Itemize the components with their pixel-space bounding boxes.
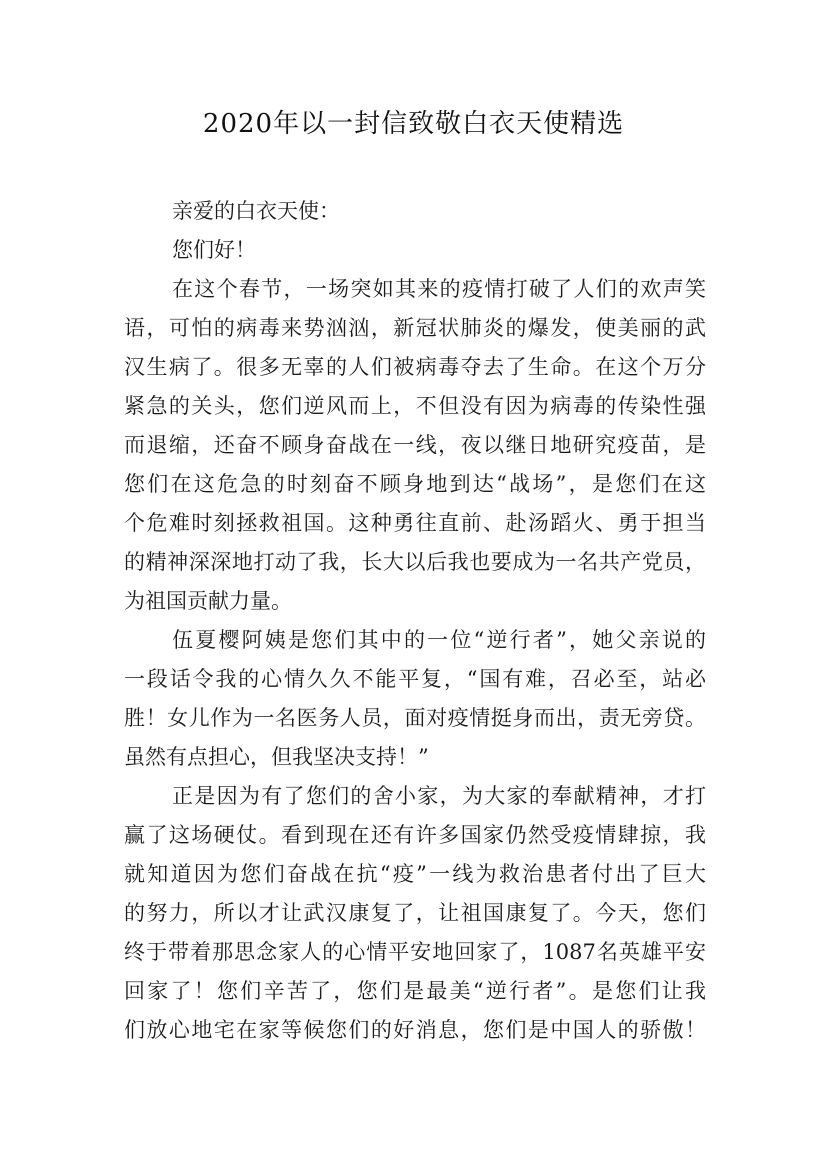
text-line: 亲爱的白衣天使： (172, 199, 340, 223)
document-title: 2020年以一封信致敬白衣天使精选 (202, 109, 625, 139)
text-line: 语，可怕的病毒来势汹汹，新冠状肺炎的爆发，使美丽的武 (124, 316, 706, 340)
text-line: 赢了这场硬仗。看到现在还有许多国家仍然受疫情肆掠，我 (124, 823, 706, 847)
text-line: 们放心地宅在家等候您们的好消息，您们是中国人的骄傲！ (124, 1018, 706, 1042)
text-line: 个危难时刻拯救祖国。这种勇往直前、赴汤蹈火、勇于担当 (124, 511, 706, 535)
text-line: 而退缩，还奋不顾身奋战在一线，夜以继日地研究疫苗，是 (124, 433, 706, 457)
text-line: 的精神深深地打动了我，长大以后我也要成为一名共产党员， (124, 550, 706, 574)
text-line: 您们好！ (172, 238, 256, 262)
text-line: 您们在这危急的时刻奋不顾身地到达“战场”，是您们在这 (124, 472, 706, 496)
text-line: 回家了！您们辛苦了，您们是最美“逆行者”。是您们让我 (124, 979, 706, 1003)
text-line: 在这个春节，一场突如其来的疫情打破了人们的欢声笑 (172, 277, 706, 301)
text-line: 的努力，所以才让武汉康复了，让祖国康复了。今天，您们 (124, 901, 706, 925)
text-line: 终于带着那思念家人的心情平安地回家了，1087名英雄平安 (124, 940, 706, 964)
text-line: 汉生病了。很多无辜的人们被病毒夺去了生命。在这个万分 (124, 355, 706, 379)
text-line: 伍夏樱阿姨是您们其中的一位“逆行者”，她父亲说的 (172, 628, 706, 652)
letter-body (124, 192, 706, 1050)
text-line: 正是因为有了您们的舍小家，为大家的奉献精神，才打 (172, 784, 706, 808)
text-line: 虽然有点担心，但我坚决支持！” (124, 745, 429, 769)
text-line: 就知道因为您们奋战在抗“疫”一线为救治患者付出了巨大 (124, 862, 706, 886)
text-line: 紧急的关头，您们逆风而上，不但没有因为病毒的传染性强 (124, 394, 706, 418)
text-line: 为祖国贡献力量。 (124, 589, 292, 613)
text-line: 一段话令我的心情久久不能平复，“国有难，召必至，站必 (124, 667, 706, 691)
text-line: 胜！女儿作为一名医务人员，面对疫情挺身而出，责无旁贷。 (124, 706, 706, 730)
